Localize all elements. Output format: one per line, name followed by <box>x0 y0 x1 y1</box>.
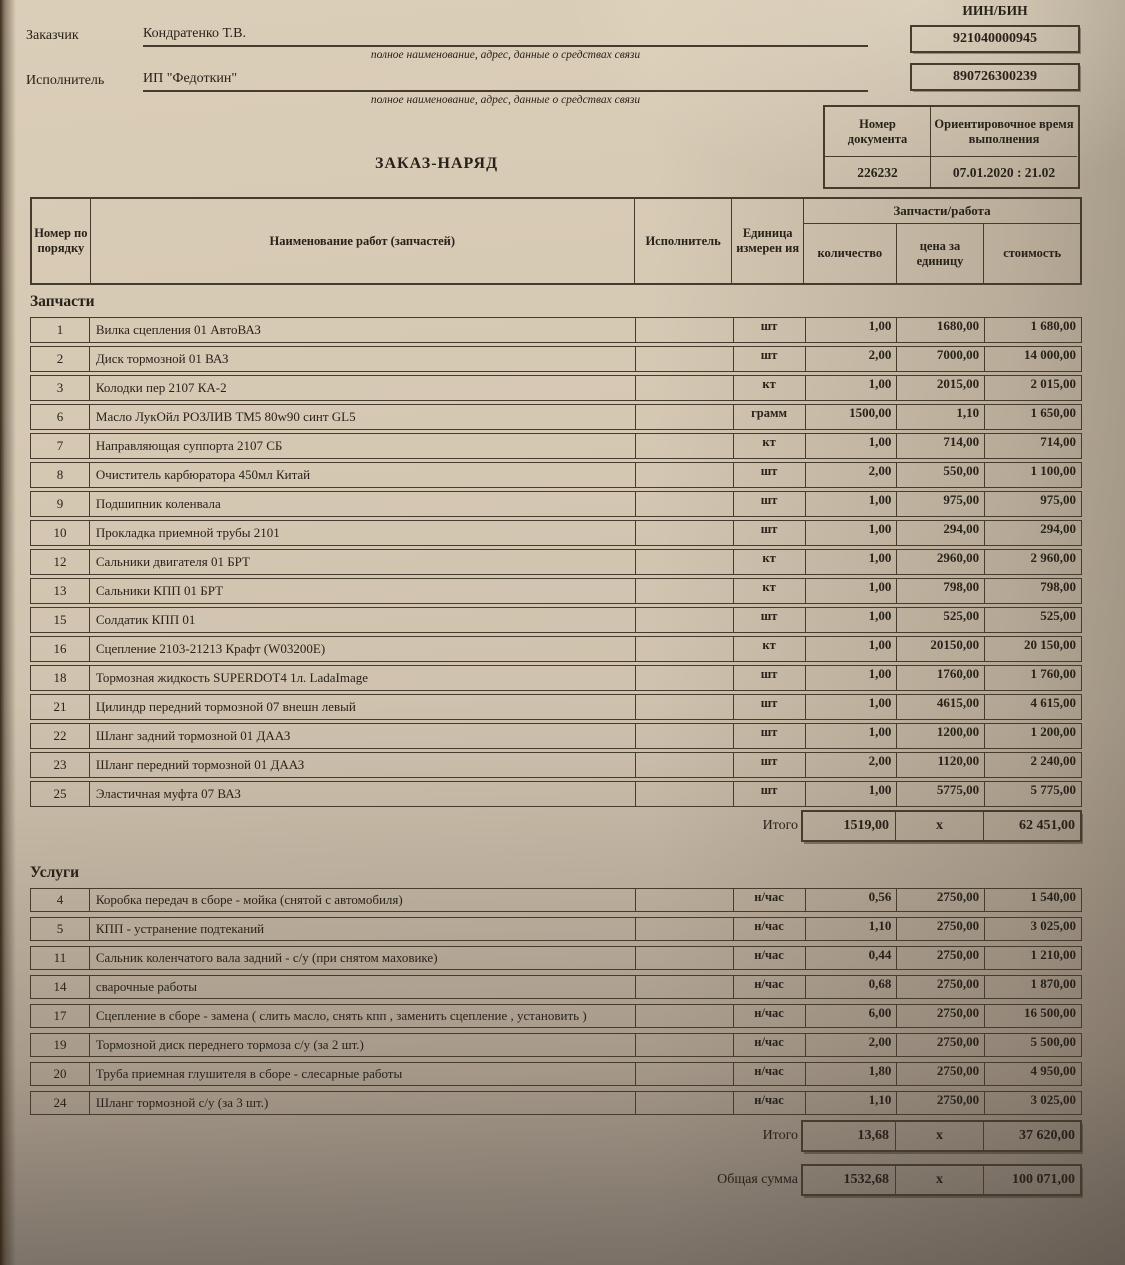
cell-cost: 2 960,00 <box>984 550 1081 574</box>
cell-quantity: 1,00 <box>805 782 897 806</box>
cell-cost: 1 200,00 <box>984 724 1081 748</box>
table-row <box>30 1004 1082 1028</box>
customer-iin-box: 921040000945 <box>910 25 1080 53</box>
cell-service-name: Шланг тормозной с/у (за 3 шт.) <box>89 1092 635 1114</box>
col-group-parts-work <box>803 199 1080 283</box>
cell-service-name: Коробка передач в сборе - мойка (снятой с автомобиля) <box>89 889 635 911</box>
cell-cost: 1 540,00 <box>984 889 1081 911</box>
cell-quantity: 1,10 <box>805 918 897 940</box>
cell-unit: шт <box>733 463 805 487</box>
cell-executor <box>635 579 733 603</box>
cell-executor <box>635 550 733 574</box>
cell-unit-price: 1760,00 <box>896 666 984 690</box>
parts-total-cost: 62 451,00 <box>983 812 1080 840</box>
table-row <box>30 491 1082 517</box>
cell-row-number: 14 <box>53 979 67 994</box>
cell-row-number: 10 <box>53 525 67 540</box>
cell-unit: н/час <box>733 1034 805 1056</box>
cell-unit: кт <box>733 550 805 574</box>
cell-row-number: 2 <box>56 351 64 366</box>
cell-quantity: 2,00 <box>805 753 897 777</box>
cell-row-number: 16 <box>53 641 67 656</box>
customer-hint: полное наименование, адрес, данные о средствах связи <box>370 49 641 61</box>
cell-quantity: 1,80 <box>805 1063 897 1085</box>
cell-item-name: Прокладка приемной трубы 2101 <box>89 521 635 545</box>
parts-total-row <box>0 810 1082 842</box>
executor-hint: полное наименование, адрес, данные о средствах связи <box>370 94 641 106</box>
cell-row-number: 13 <box>53 583 67 598</box>
cell-cost: 4 615,00 <box>984 695 1081 719</box>
cell-unit: н/час <box>733 1005 805 1027</box>
cell-executor <box>635 889 733 911</box>
cell-quantity: 1,10 <box>805 1092 897 1114</box>
doc-number-label: Номер документа <box>825 107 930 157</box>
cell-unit: кт <box>733 434 805 458</box>
parts-total-x: x <box>895 812 983 840</box>
table-row <box>30 917 1082 941</box>
table-header <box>30 197 1082 285</box>
cell-unit: н/час <box>733 1092 805 1114</box>
cell-row-number: 11 <box>53 950 67 965</box>
table-row <box>30 433 1082 459</box>
cell-row-number: 21 <box>53 699 67 714</box>
cell-executor <box>635 918 733 940</box>
cell-executor <box>635 782 733 806</box>
grand-total-row <box>0 1164 1082 1196</box>
cell-item-name: Эластичная муфта 07 ВАЗ <box>89 782 635 806</box>
cell-executor <box>635 1092 733 1114</box>
cell-quantity: 2,00 <box>805 463 897 487</box>
cell-unit: кт <box>733 376 805 400</box>
parts-total-label: Итого <box>762 818 798 833</box>
cell-quantity: 1500,00 <box>805 405 897 429</box>
cell-service-name: Сцепление в сборе - замена ( слить масло, снять кпп , заменить сцепление , установить ) <box>89 1005 635 1027</box>
cell-cost: 1 100,00 <box>984 463 1081 487</box>
cell-executor <box>635 405 733 429</box>
cell-row-number: 22 <box>53 728 67 743</box>
table-row <box>30 1033 1082 1057</box>
cell-unit: шт <box>733 666 805 690</box>
cell-unit-price: 2750,00 <box>896 1092 984 1114</box>
cell-unit-price: 798,00 <box>896 579 984 603</box>
cell-unit: кт <box>733 637 805 661</box>
cell-row-number: 6 <box>56 409 64 424</box>
cell-item-name: Цилиндр передний тормозной 07 внешн левый <box>89 695 635 719</box>
iin-bin-label: ИИН/БИН <box>962 3 1028 18</box>
executor-underline <box>143 90 868 92</box>
cell-unit-price: 550,00 <box>896 463 984 487</box>
cell-unit: н/час <box>733 918 805 940</box>
cell-cost: 14 000,00 <box>984 347 1081 371</box>
cell-quantity: 1,00 <box>805 695 897 719</box>
cell-row-number: 24 <box>53 1095 67 1110</box>
cell-executor <box>635 463 733 487</box>
cell-service-name: сварочные работы <box>89 976 635 998</box>
cell-row-number: 25 <box>53 786 67 801</box>
cell-cost: 975,00 <box>984 492 1081 516</box>
cell-row-number: 5 <box>56 921 64 936</box>
cell-quantity: 1,00 <box>805 492 897 516</box>
cell-item-name: Шланг задний тормозной 01 ДААЗ <box>89 724 635 748</box>
table-row <box>30 694 1082 720</box>
cell-unit: шт <box>733 318 805 342</box>
grand-total-box <box>801 1164 1082 1196</box>
cell-row-number: 15 <box>53 612 67 627</box>
cell-quantity: 0,68 <box>805 976 897 998</box>
col-header-price: цена за единицу <box>896 224 984 283</box>
cell-executor <box>635 976 733 998</box>
cell-row-number: 23 <box>53 757 67 772</box>
cell-executor <box>635 724 733 748</box>
cell-unit: шт <box>733 608 805 632</box>
cell-cost: 714,00 <box>984 434 1081 458</box>
cell-unit-price: 2750,00 <box>896 976 984 998</box>
table-row <box>30 462 1082 488</box>
cell-service-name: Труба приемная глушителя в сборе - слесарные работы <box>89 1063 635 1085</box>
cell-cost: 3 025,00 <box>984 918 1081 940</box>
cell-unit: н/час <box>733 889 805 911</box>
cell-cost: 2 015,00 <box>984 376 1081 400</box>
cell-row-number: 4 <box>56 892 64 907</box>
cell-cost: 16 500,00 <box>984 1005 1081 1027</box>
cell-cost: 5 500,00 <box>984 1034 1081 1056</box>
col-header-unit: Единица измерен ия <box>731 199 803 283</box>
services-table <box>30 888 1082 1115</box>
table-row <box>30 636 1082 662</box>
cell-quantity: 0,56 <box>805 889 897 911</box>
col-header-cost: стоимость <box>983 224 1080 283</box>
customer-underline <box>143 45 868 47</box>
cell-unit: грамм <box>733 405 805 429</box>
cell-unit: шт <box>733 521 805 545</box>
services-total-label: Итого <box>762 1128 798 1143</box>
cell-unit-price: 2750,00 <box>896 918 984 940</box>
cell-cost: 1 680,00 <box>984 318 1081 342</box>
cell-unit: шт <box>733 782 805 806</box>
cell-unit-price: 20150,00 <box>896 637 984 661</box>
services-section-heading: Услуги <box>30 864 79 881</box>
executor-label: Исполнитель <box>26 73 105 88</box>
cell-unit-price: 2750,00 <box>896 1063 984 1085</box>
cell-quantity: 0,44 <box>805 947 897 969</box>
executor-name: ИП "Федоткин" <box>143 71 238 86</box>
cell-item-name: Солдатик КПП 01 <box>89 608 635 632</box>
cell-cost: 1 210,00 <box>984 947 1081 969</box>
table-row <box>30 520 1082 546</box>
cell-unit-price: 2015,00 <box>896 376 984 400</box>
cell-unit-price: 7000,00 <box>896 347 984 371</box>
services-total-box <box>801 1120 1082 1152</box>
table-row <box>30 888 1082 912</box>
cell-item-name: Сальники КПП 01 БРТ <box>89 579 635 603</box>
cell-service-name: Сальник коленчатого вала задний - с/у (при снятом маховике) <box>89 947 635 969</box>
cell-executor <box>635 434 733 458</box>
document-header <box>0 0 1125 197</box>
cell-cost: 1 870,00 <box>984 976 1081 998</box>
cell-unit-price: 4615,00 <box>896 695 984 719</box>
cell-row-number: 20 <box>53 1066 67 1081</box>
cell-cost: 3 025,00 <box>984 1092 1081 1114</box>
cell-row-number: 3 <box>56 380 64 395</box>
doc-time-label: Ориентировочное время выполнения <box>930 107 1077 157</box>
cell-executor <box>635 666 733 690</box>
cell-item-name: Тормозная жидкость SUPERDOT4 1л. LadaImage <box>89 666 635 690</box>
cell-quantity: 1,00 <box>805 318 897 342</box>
cell-quantity: 2,00 <box>805 1034 897 1056</box>
cell-item-name: Масло ЛукОйл РОЗЛИВ ТМ5 80w90 синт GL5 <box>89 405 635 429</box>
cell-unit: кт <box>733 579 805 603</box>
cell-executor <box>635 695 733 719</box>
cell-cost: 525,00 <box>984 608 1081 632</box>
grand-total-qty: 1532,68 <box>843 1172 889 1187</box>
cell-unit: шт <box>733 492 805 516</box>
cell-quantity: 1,00 <box>805 434 897 458</box>
cell-unit-price: 714,00 <box>896 434 984 458</box>
doc-time-value: 07.01.2020 : 21.02 <box>930 157 1077 187</box>
cell-unit: н/час <box>733 976 805 998</box>
cell-executor <box>635 947 733 969</box>
cell-executor <box>635 1005 733 1027</box>
cell-executor <box>635 521 733 545</box>
cell-item-name: Диск тормозной 01 ВАЗ <box>89 347 635 371</box>
cell-unit-price: 2750,00 <box>896 1034 984 1056</box>
cell-row-number: 19 <box>53 1037 67 1052</box>
cell-quantity: 1,00 <box>805 579 897 603</box>
cell-executor <box>635 1034 733 1056</box>
cell-unit-price: 525,00 <box>896 608 984 632</box>
cell-row-number: 17 <box>53 1008 67 1023</box>
cell-item-name: Шланг передний тормозной 01 ДААЗ <box>89 753 635 777</box>
cell-executor <box>635 318 733 342</box>
cell-unit: н/час <box>733 947 805 969</box>
cell-executor <box>635 1063 733 1085</box>
table-row <box>30 723 1082 749</box>
cell-item-name: Колодки пер 2107 КА-2 <box>89 376 635 400</box>
cell-executor <box>635 376 733 400</box>
cell-unit-price: 2960,00 <box>896 550 984 574</box>
grand-total-label: Общая сумма <box>717 1172 798 1187</box>
table-row <box>30 578 1082 604</box>
cell-row-number: 1 <box>56 322 64 337</box>
executor-iin-box: 890726300239 <box>910 63 1080 91</box>
cell-row-number: 12 <box>53 554 67 569</box>
table-row <box>30 975 1082 999</box>
cell-unit-price: 2750,00 <box>896 947 984 969</box>
cell-cost: 294,00 <box>984 521 1081 545</box>
cell-quantity: 2,00 <box>805 347 897 371</box>
parts-table <box>30 317 1082 807</box>
cell-row-number: 7 <box>56 438 64 453</box>
cell-service-name: Тормозной диск переднего тормоза с/у (за 2 шт.) <box>89 1034 635 1056</box>
col-header-executor: Исполнитель <box>634 199 732 283</box>
cell-unit-price: 1200,00 <box>896 724 984 748</box>
col-header-qty: количество <box>817 246 883 260</box>
cell-quantity: 1,00 <box>805 666 897 690</box>
cell-service-name: КПП - устранение подтеканий <box>89 918 635 940</box>
cell-cost: 20 150,00 <box>984 637 1081 661</box>
services-total-qty: 13,68 <box>857 1128 889 1143</box>
cell-quantity: 1,00 <box>805 550 897 574</box>
cell-unit-price: 1,10 <box>896 405 984 429</box>
cell-unit-price: 975,00 <box>896 492 984 516</box>
grand-total-x: x <box>895 1166 983 1194</box>
table-row <box>30 665 1082 691</box>
parts-section-heading: Запчасти <box>30 293 95 310</box>
cell-executor <box>635 347 733 371</box>
grand-total-cost: 100 071,00 <box>983 1166 1080 1194</box>
cell-row-number: 18 <box>53 670 67 685</box>
table-row <box>30 1091 1082 1115</box>
cell-item-name: Подшипник коленвала <box>89 492 635 516</box>
cell-unit-price: 1680,00 <box>896 318 984 342</box>
cell-item-name: Вилка сцепления 01 АвтоВАЗ <box>89 318 635 342</box>
cell-item-name: Направляющая суппорта 2107 СБ <box>89 434 635 458</box>
services-total-row <box>0 1120 1082 1152</box>
col-header-num: Номер по порядку <box>34 226 88 255</box>
cell-executor <box>635 753 733 777</box>
parts-total-qty: 1519,00 <box>843 818 889 833</box>
cell-executor <box>635 608 733 632</box>
doc-number-value: 226232 <box>857 164 898 180</box>
cell-unit: шт <box>733 695 805 719</box>
cell-cost: 798,00 <box>984 579 1081 603</box>
cell-item-name: Сальники двигателя 01 БРТ <box>89 550 635 574</box>
cell-quantity: 1,00 <box>805 608 897 632</box>
cell-cost: 4 950,00 <box>984 1063 1081 1085</box>
cell-quantity: 6,00 <box>805 1005 897 1027</box>
cell-cost: 5 775,00 <box>984 782 1081 806</box>
table-row <box>30 317 1082 343</box>
customer-label: Заказчик <box>26 28 79 43</box>
cell-unit-price: 1120,00 <box>896 753 984 777</box>
cell-quantity: 1,00 <box>805 637 897 661</box>
cell-quantity: 1,00 <box>805 724 897 748</box>
table-row <box>30 404 1082 430</box>
cell-quantity: 1,00 <box>805 376 897 400</box>
cell-item-name: Очиститель карбюратора 450мл Китай <box>89 463 635 487</box>
cell-quantity: 1,00 <box>805 521 897 545</box>
table-row <box>30 346 1082 372</box>
col-header-group: Запчасти/работа <box>804 199 1080 224</box>
parts-total-box <box>801 810 1082 842</box>
doc-info-table <box>823 105 1080 189</box>
table-row <box>30 752 1082 778</box>
table-row <box>30 781 1082 807</box>
cell-unit-price: 294,00 <box>896 521 984 545</box>
cell-cost: 1 760,00 <box>984 666 1081 690</box>
page-title: ЗАКАЗ-НАРЯД <box>375 155 499 172</box>
cell-cost: 2 240,00 <box>984 753 1081 777</box>
table-row <box>30 375 1082 401</box>
cell-unit-price: 2750,00 <box>896 889 984 911</box>
table-row <box>30 549 1082 575</box>
cell-row-number: 8 <box>56 467 64 482</box>
cell-item-name: Сцепление 2103-21213 Крафт (W03200E) <box>89 637 635 661</box>
services-total-cost: 37 620,00 <box>983 1122 1080 1150</box>
cell-unit-price: 2750,00 <box>896 1005 984 1027</box>
cell-unit: шт <box>733 724 805 748</box>
cell-executor <box>635 637 733 661</box>
cell-unit: н/час <box>733 1063 805 1085</box>
cell-executor <box>635 492 733 516</box>
cell-unit: шт <box>733 347 805 371</box>
cell-row-number: 9 <box>56 496 64 511</box>
col-header-name: Наименование работ (запчастей) <box>90 199 634 283</box>
services-total-x: x <box>895 1122 983 1150</box>
table-row <box>30 1062 1082 1086</box>
customer-name: Кондратенко Т.В. <box>143 26 247 41</box>
cell-unit-price: 5775,00 <box>896 782 984 806</box>
table-row <box>30 946 1082 970</box>
cell-unit: шт <box>733 753 805 777</box>
cell-cost: 1 650,00 <box>984 405 1081 429</box>
table-row <box>30 607 1082 633</box>
